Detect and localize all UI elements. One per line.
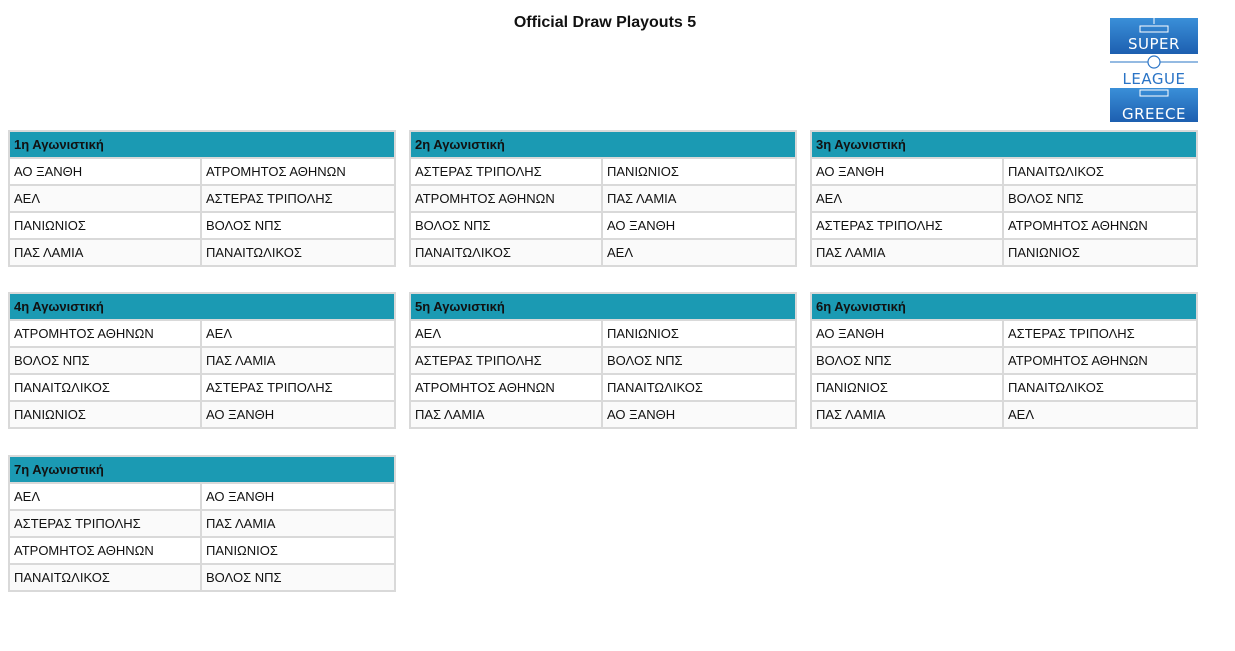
home-team: ΑΤΡΟΜΗΤΟΣ ΑΘΗΝΩΝ [9,320,201,347]
away-team: ΠΑΣ ΛΑΜΙΑ [201,510,395,537]
home-team: ΑΕΛ [9,185,201,212]
round-table-7 [8,455,396,592]
away-team: ΠΑΝΑΙΤΩΛΙΚΟΣ [1003,374,1197,401]
away-team: ΠΑΝΑΙΤΩΛΙΚΟΣ [1003,158,1197,185]
home-team: ΑΣΤΕΡΑΣ ΤΡΙΠΟΛΗΣ [9,510,201,537]
home-team: ΑΤΡΟΜΗΤΟΣ ΑΘΗΝΩΝ [9,537,201,564]
logo-text-super: SUPER [1128,35,1180,53]
home-team: ΒΟΛΟΣ ΝΠΣ [410,212,602,239]
home-team: ΑΣΤΕΡΑΣ ΤΡΙΠΟΛΗΣ [811,212,1003,239]
home-team: ΑΤΡΟΜΗΤΟΣ ΑΘΗΝΩΝ [410,185,602,212]
round-header: 2η Αγωνιστική [410,131,796,158]
round-table-5 [409,292,797,429]
round-table-2 [409,130,797,267]
home-team: ΠΑΣ ΛΑΜΙΑ [9,239,201,266]
logo-text-greece: GREECE [1122,105,1186,122]
away-team: ΑΤΡΟΜΗΤΟΣ ΑΘΗΝΩΝ [1003,212,1197,239]
home-team: ΑΕΛ [410,320,602,347]
round-table-3 [810,130,1198,267]
round-table-6 [810,292,1198,429]
away-team: ΑΤΡΟΜΗΤΟΣ ΑΘΗΝΩΝ [1003,347,1197,374]
home-team: ΑΕΛ [9,483,201,510]
home-team: ΒΟΛΟΣ ΝΠΣ [9,347,201,374]
away-team: ΠΑΣ ΛΑΜΙΑ [201,347,395,374]
round-table-1 [8,130,396,267]
away-team: ΑΟ ΞΑΝΘΗ [602,212,796,239]
home-team: ΑΟ ΞΑΝΘΗ [9,158,201,185]
away-team: ΠΑΝΙΩΝΙΟΣ [201,537,395,564]
round-header: 5η Αγωνιστική [410,293,796,320]
round-header: 3η Αγωνιστική [811,131,1197,158]
home-team: ΑΕΛ [811,185,1003,212]
away-team: ΠΑΝΙΩΝΙΟΣ [602,320,796,347]
away-team: ΒΟΛΟΣ ΝΠΣ [1003,185,1197,212]
home-team: ΑΟ ΞΑΝΘΗ [811,320,1003,347]
away-team: ΑΤΡΟΜΗΤΟΣ ΑΘΗΝΩΝ [201,158,395,185]
page-title: Official Draw Playouts 5 [513,14,697,31]
home-team: ΑΣΤΕΡΑΣ ΤΡΙΠΟΛΗΣ [410,158,602,185]
away-team: ΠΑΝΑΙΤΩΛΙΚΟΣ [201,239,395,266]
home-team: ΠΑΝΙΩΝΙΟΣ [9,212,201,239]
round-header: 6η Αγωνιστική [811,293,1197,320]
home-team: ΠΑΣ ΛΑΜΙΑ [811,239,1003,266]
super-league-greece-logo [1110,18,1198,122]
round-table-4 [8,292,396,429]
away-team: ΒΟΛΟΣ ΝΠΣ [201,212,395,239]
home-team: ΑΣΤΕΡΑΣ ΤΡΙΠΟΛΗΣ [410,347,602,374]
away-team: ΑΣΤΕΡΑΣ ΤΡΙΠΟΛΗΣ [1003,320,1197,347]
away-team: ΑΟ ΞΑΝΘΗ [602,401,796,428]
round-header: 4η Αγωνιστική [9,293,395,320]
away-team: ΑΣΤΕΡΑΣ ΤΡΙΠΟΛΗΣ [201,185,395,212]
away-team: ΑΕΛ [1003,401,1197,428]
away-team: ΑΟ ΞΑΝΘΗ [201,483,395,510]
home-team: ΠΑΝΑΙΤΩΛΙΚΟΣ [9,374,201,401]
away-team: ΑΕΛ [602,239,796,266]
logo-text-league: LEAGUE [1122,70,1186,88]
round-header: 1η Αγωνιστική [9,131,395,158]
away-team: ΒΟΛΟΣ ΝΠΣ [602,347,796,374]
home-team: ΠΑΣ ΛΑΜΙΑ [811,401,1003,428]
home-team: ΑΟ ΞΑΝΘΗ [811,158,1003,185]
home-team: ΑΤΡΟΜΗΤΟΣ ΑΘΗΝΩΝ [410,374,602,401]
home-team: ΠΑΝΑΙΤΩΛΙΚΟΣ [9,564,201,591]
home-team: ΠΑΝΑΙΤΩΛΙΚΟΣ [410,239,602,266]
away-team: ΑΣΤΕΡΑΣ ΤΡΙΠΟΛΗΣ [201,374,395,401]
away-team: ΠΑΣ ΛΑΜΙΑ [602,185,796,212]
away-team: ΑΟ ΞΑΝΘΗ [201,401,395,428]
away-team: ΠΑΝΑΙΤΩΛΙΚΟΣ [602,374,796,401]
home-team: ΒΟΛΟΣ ΝΠΣ [811,347,1003,374]
away-team: ΠΑΝΙΩΝΙΟΣ [602,158,796,185]
away-team: ΑΕΛ [201,320,395,347]
home-team: ΠΑΣ ΛΑΜΙΑ [410,401,602,428]
away-team: ΒΟΛΟΣ ΝΠΣ [201,564,395,591]
round-header: 7η Αγωνιστική [9,456,395,483]
away-team: ΠΑΝΙΩΝΙΟΣ [1003,239,1197,266]
home-team: ΠΑΝΙΩΝΙΟΣ [811,374,1003,401]
home-team: ΠΑΝΙΩΝΙΟΣ [9,401,201,428]
